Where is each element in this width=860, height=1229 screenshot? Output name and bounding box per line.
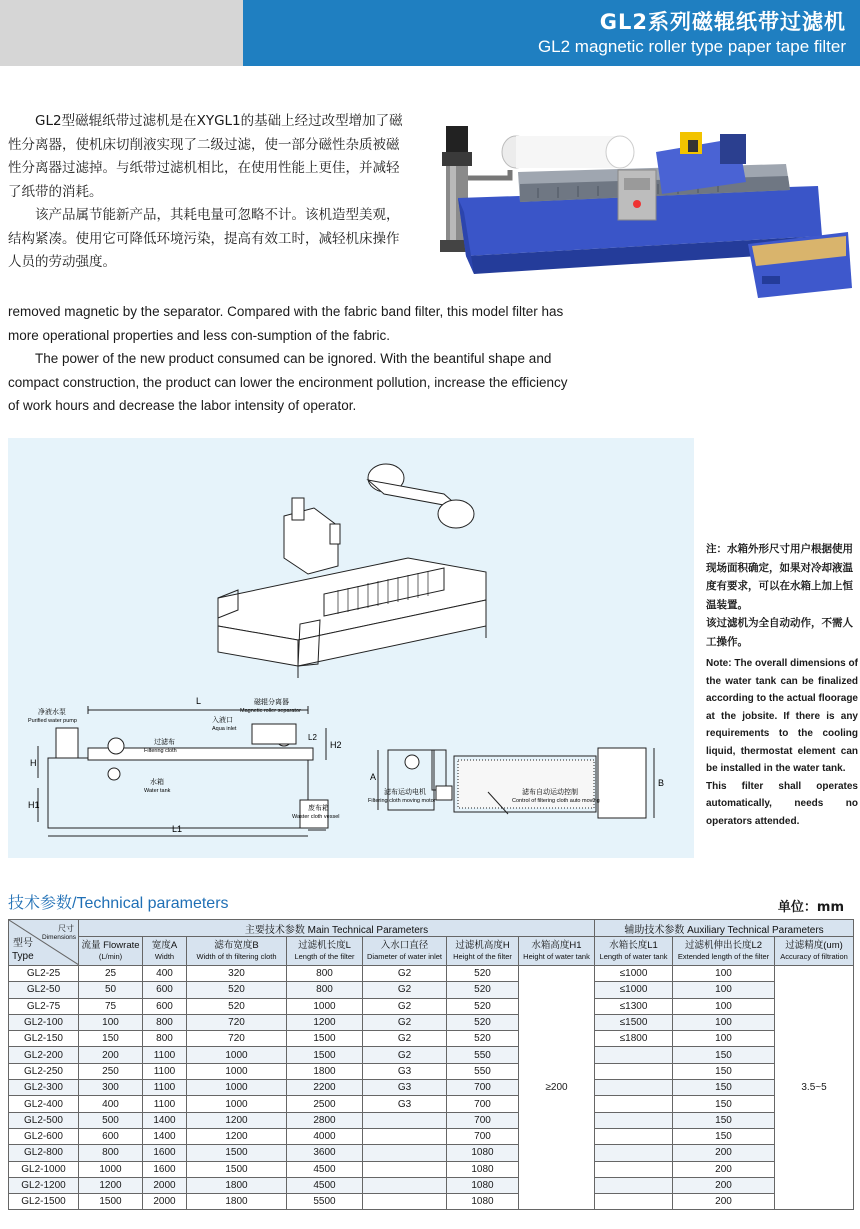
table-row	[9, 1177, 854, 1193]
col-width-a: 宽度A Width	[143, 937, 187, 966]
cell-inlet: G2	[363, 982, 447, 998]
cell-L: 5500	[287, 1194, 363, 1210]
cell-A: 2000	[143, 1194, 187, 1210]
dim-L1: L1	[172, 824, 183, 834]
cell-A: 1100	[143, 1096, 187, 1112]
cell-B: 1000	[187, 1063, 287, 1079]
dim-A: A	[370, 772, 377, 782]
cell-A: 1600	[143, 1161, 187, 1177]
cell-H: 700	[447, 1112, 519, 1128]
table-row	[9, 1112, 854, 1128]
cell-L: 4000	[287, 1128, 363, 1144]
cell-A: 600	[143, 998, 187, 1014]
cell-L1	[595, 1112, 673, 1128]
cell-inlet: G2	[363, 1014, 447, 1030]
table-row	[9, 1080, 854, 1096]
cell-L2: 100	[673, 1031, 775, 1047]
cell-inlet: G3	[363, 1063, 447, 1079]
table-row	[9, 1047, 854, 1063]
cell-flow: 25	[79, 966, 143, 982]
cell-L2: 100	[673, 982, 775, 998]
cell-B: 1200	[187, 1112, 287, 1128]
dim-L2: L2	[308, 733, 317, 742]
cell-A: 1400	[143, 1128, 187, 1144]
label-inlet-cn: 入液口	[212, 717, 233, 724]
col-tank-l1: 水箱长度L1 Length of water tank	[595, 937, 673, 966]
cell-flow: 400	[79, 1096, 143, 1112]
label-tank-cn: 水箱	[150, 779, 164, 786]
cell-B: 1800	[187, 1194, 287, 1210]
cell-L: 1500	[287, 1047, 363, 1063]
table-title: 技术参数/Technical parameters	[8, 895, 229, 912]
cell-B: 520	[187, 982, 287, 998]
cell-type: GL2-75	[9, 998, 79, 1014]
cell-flow: 200	[79, 1047, 143, 1063]
cell-B: 320	[187, 966, 287, 982]
label-inlet-en: Aqua inlet	[212, 726, 237, 732]
cell-L2: 100	[673, 1014, 775, 1030]
intro-en-paragraph: The power of the new product consumed can be ignored. With the beantiful shape and compact construction, the product can lower the encironment pollution, increase the efficiency of work hours and decrease the labor intensity of operator.	[8, 351, 568, 413]
table-row	[9, 998, 854, 1014]
table-row	[9, 1161, 854, 1177]
label-motor-en: Filtering cloth moving motor	[368, 798, 436, 804]
cell-A: 2000	[143, 1177, 187, 1193]
isometric-drawing	[218, 464, 486, 678]
cell-L2: 150	[673, 1096, 775, 1112]
table-row	[9, 1128, 854, 1144]
cell-L: 1500	[287, 1031, 363, 1047]
cell-type: GL2-1200	[9, 1177, 79, 1193]
label-pump-en: Purified water pump	[28, 718, 77, 724]
cell-type: GL2-300	[9, 1080, 79, 1096]
note-cn-paragraph: 该过滤机为全自动动作，不需人工操作。	[706, 617, 853, 648]
cell-L: 2500	[287, 1096, 363, 1112]
cell-inlet	[363, 1177, 447, 1193]
group-aux-header: 辅助技术参数 Auxiliary Technical Parameters	[595, 920, 854, 937]
cell-inlet: G3	[363, 1080, 447, 1096]
cell-L2: 200	[673, 1145, 775, 1161]
col-accuracy: 过滤精度(um) Accuracy of filtration	[775, 937, 854, 966]
cell-H: 550	[447, 1047, 519, 1063]
cell-L2: 100	[673, 998, 775, 1014]
cell-A: 1100	[143, 1080, 187, 1096]
cell-H: 520	[447, 1031, 519, 1047]
cell-H: 1080	[447, 1194, 519, 1210]
cell-flow: 500	[79, 1112, 143, 1128]
cell-inlet: G2	[363, 1031, 447, 1047]
intro-cn-paragraph: 该产品属节能新产品，其耗电量可忽略不计。该机造型美观，结构紧凑。使用它可降低环境污染，提高有效工时，减轻机床操作人员的劳动强度。	[8, 207, 400, 270]
intro-en-paragraph: removed magnetic by the separator. Compared with the fabric band filter, this model filter has more operational properties and less con-sumption of the fabric.	[8, 304, 564, 343]
cell-flow: 300	[79, 1080, 143, 1096]
table-row	[9, 1096, 854, 1112]
cell-A: 1100	[143, 1063, 187, 1079]
cell-inlet	[363, 1161, 447, 1177]
cell-L1	[595, 1080, 673, 1096]
note-en	[706, 655, 858, 830]
cell-A: 800	[143, 1031, 187, 1047]
cell-L: 1000	[287, 998, 363, 1014]
cell-L1	[595, 1194, 673, 1210]
label-tank-en: Water tank	[144, 788, 171, 794]
cell-H: 700	[447, 1080, 519, 1096]
cell-L2: 150	[673, 1047, 775, 1063]
col-cloth-b: 滤布宽度B Width of th filtering cloth	[187, 937, 287, 966]
col-height-h: 过滤机高度H Height of the filter	[447, 937, 519, 966]
cell-B: 720	[187, 1031, 287, 1047]
cell-flow: 50	[79, 982, 143, 998]
cell-B: 1000	[187, 1047, 287, 1063]
header-gray-block	[0, 0, 243, 66]
cell-H: 520	[447, 1014, 519, 1030]
cell-accuracy-merged: 3.5~5	[775, 966, 854, 1210]
cell-type: GL2-50	[9, 982, 79, 998]
cell-L1: ≤1500	[595, 1014, 673, 1030]
note-cn	[706, 540, 858, 651]
cell-L2: 150	[673, 1112, 775, 1128]
cell-L1: ≤1000	[595, 966, 673, 982]
cell-L1	[595, 1063, 673, 1079]
cell-H: 1080	[447, 1161, 519, 1177]
cell-flow: 1500	[79, 1194, 143, 1210]
intro-cn	[8, 110, 408, 275]
cell-type: GL2-25	[9, 966, 79, 982]
cell-L: 4500	[287, 1161, 363, 1177]
cell-type: GL2-250	[9, 1063, 79, 1079]
cell-L2: 150	[673, 1063, 775, 1079]
label-motor-cn: 滤布运动电机	[384, 789, 426, 796]
cell-type: GL2-500	[9, 1112, 79, 1128]
table-row	[9, 1031, 854, 1047]
cell-B: 520	[187, 998, 287, 1014]
cell-H: 1080	[447, 1177, 519, 1193]
label-control-en: Control of filtering cloth auto moving	[512, 798, 600, 804]
cell-type: GL2-200	[9, 1047, 79, 1063]
cell-flow: 100	[79, 1014, 143, 1030]
cell-inlet: G2	[363, 998, 447, 1014]
unit-label: 单位：mm	[777, 900, 844, 915]
cell-inlet: G3	[363, 1096, 447, 1112]
page-title-cn: GL2系列磁辊纸带过滤机	[599, 10, 846, 34]
cell-H: 520	[447, 982, 519, 998]
col-inlet: 入水口直径 Diameter of water inlet	[363, 937, 447, 966]
cell-L1: ≤1300	[595, 998, 673, 1014]
cell-L1	[595, 1128, 673, 1144]
cell-L1	[595, 1047, 673, 1063]
cell-flow: 75	[79, 998, 143, 1014]
cell-L1	[595, 1145, 673, 1161]
col-flow: 流量 Flowrate (L/min)	[79, 937, 143, 966]
table-row	[9, 1063, 854, 1079]
cell-H: 520	[447, 966, 519, 982]
cell-inlet	[363, 1145, 447, 1161]
cell-flow: 1200	[79, 1177, 143, 1193]
cell-A: 400	[143, 966, 187, 982]
intro-en	[8, 300, 574, 418]
cell-L1: ≤1800	[595, 1031, 673, 1047]
cell-inlet	[363, 1194, 447, 1210]
header-blue-banner	[243, 0, 860, 66]
label-cloth-en: Filtering cloth	[144, 748, 177, 754]
cell-B: 1200	[187, 1128, 287, 1144]
cell-flow: 600	[79, 1128, 143, 1144]
cell-L: 4500	[287, 1177, 363, 1193]
cell-B: 1000	[187, 1096, 287, 1112]
note-en-paragraph: Note: The overall dimensions of the water tank can be finalized according to the actual floorage at the jobsite. If there is any requirements to the cooling liquid, thermostat element can be installed in the water tank.	[706, 658, 858, 774]
col-ext-l2: 过滤机伸出长度L2 Extended length of the filter	[673, 937, 775, 966]
cell-tank-height-merged: ≥200	[519, 966, 595, 1210]
cell-A: 600	[143, 982, 187, 998]
spec-table	[8, 919, 854, 1210]
cell-L2: 200	[673, 1194, 775, 1210]
cell-B: 1500	[187, 1145, 287, 1161]
cell-L1: ≤1000	[595, 982, 673, 998]
cell-type: GL2-150	[9, 1031, 79, 1047]
table-row	[9, 1014, 854, 1030]
cell-inlet	[363, 1128, 447, 1144]
cell-flow: 800	[79, 1145, 143, 1161]
cell-L1	[595, 1161, 673, 1177]
cell-type: GL2-1000	[9, 1161, 79, 1177]
cell-A: 1400	[143, 1112, 187, 1128]
cell-B: 1500	[187, 1161, 287, 1177]
technical-diagram-panel	[8, 438, 694, 858]
page-title-en: GL2 magnetic roller type paper tape filter	[537, 37, 846, 56]
dim-B: B	[658, 778, 665, 788]
cell-L: 2200	[287, 1080, 363, 1096]
cell-H: 520	[447, 998, 519, 1014]
cell-inlet	[363, 1112, 447, 1128]
cell-L2: 150	[673, 1080, 775, 1096]
cell-B: 1000	[187, 1080, 287, 1096]
cell-B: 720	[187, 1014, 287, 1030]
cell-L: 2800	[287, 1112, 363, 1128]
note-en-paragraph: This filter shall operates automatically, needs no operators attended.	[706, 780, 858, 827]
cell-H: 550	[447, 1063, 519, 1079]
table-row	[9, 966, 854, 982]
col-tank-h1: 水箱高度H1 Height of water tank	[519, 937, 595, 966]
type-header: 尺寸 Dimensions 型号 Type	[9, 920, 79, 966]
cell-type: GL2-600	[9, 1128, 79, 1144]
cell-inlet: G2	[363, 1047, 447, 1063]
cell-L1	[595, 1177, 673, 1193]
cell-L: 800	[287, 982, 363, 998]
label-control-cn: 滤布自动运动控制	[522, 789, 578, 796]
table-row	[9, 1194, 854, 1210]
cell-A: 1100	[143, 1047, 187, 1063]
cell-B: 1800	[187, 1177, 287, 1193]
cell-A: 1600	[143, 1145, 187, 1161]
cell-L: 800	[287, 966, 363, 982]
cell-L1	[595, 1096, 673, 1112]
cell-inlet: G2	[363, 966, 447, 982]
label-pump-cn: 净液水泵	[38, 709, 66, 716]
table-row	[9, 982, 854, 998]
cell-L2: 100	[673, 966, 775, 982]
dim-H1: H1	[28, 800, 40, 810]
cell-type: GL2-100	[9, 1014, 79, 1030]
cell-L2: 200	[673, 1177, 775, 1193]
label-waste-en: Waster cloth vessel	[292, 814, 340, 820]
cell-H: 700	[447, 1128, 519, 1144]
cell-H: 700	[447, 1096, 519, 1112]
cell-flow: 250	[79, 1063, 143, 1079]
col-length-l: 过滤机长度L Length of the filter	[287, 937, 363, 966]
cell-H: 1080	[447, 1145, 519, 1161]
label-cloth-cn: 过滤布	[154, 739, 175, 746]
dim-H2: H2	[330, 740, 342, 750]
cell-type: GL2-800	[9, 1145, 79, 1161]
cell-L: 1200	[287, 1014, 363, 1030]
cell-L2: 150	[673, 1128, 775, 1144]
dim-H: H	[30, 758, 37, 768]
cell-type: GL2-1500	[9, 1194, 79, 1210]
cell-L: 3600	[287, 1145, 363, 1161]
note-cn-paragraph: 注：水箱外形尺寸用户根据使用现场面积确定，如果对冷却液温度有要求，可以在水箱上加上恒温装置。	[706, 543, 853, 611]
cell-L2: 200	[673, 1161, 775, 1177]
cell-A: 800	[143, 1014, 187, 1030]
label-magnet-en: Magnetic roller separator	[240, 708, 301, 714]
dim-L: L	[196, 696, 202, 706]
table-row	[9, 1145, 854, 1161]
intro-cn-paragraph: GL2型磁辊纸带过滤机是在XYGL1的基础上经过改型增加了磁性分离器，使机床切削液实现了二级过滤，使一部分磁性杂质被磁性分离器过滤掉。与纸带过滤机相比，在使用性能上更佳，并减轻了纸带的消耗。	[8, 113, 403, 200]
label-magnet-cn: 磁辊分离器	[254, 699, 289, 706]
label-waste-cn: 废布箱	[308, 805, 329, 812]
cell-type: GL2-400	[9, 1096, 79, 1112]
cell-L: 1800	[287, 1063, 363, 1079]
product-photo	[418, 112, 860, 324]
cell-flow: 1000	[79, 1161, 143, 1177]
cell-flow: 150	[79, 1031, 143, 1047]
group-main-header: 主要技术参数 Main Technical Parameters	[79, 920, 595, 937]
